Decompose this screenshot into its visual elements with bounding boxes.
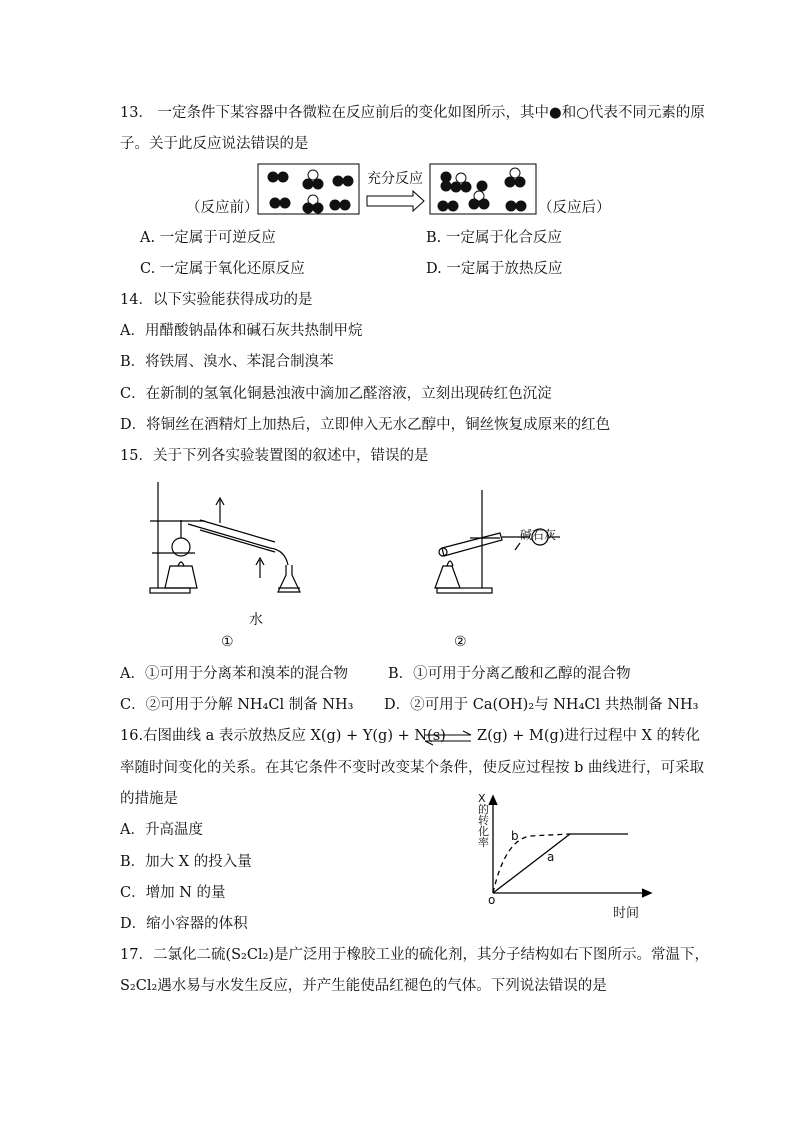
q16-option-c: C．增加 N 的量 bbox=[120, 885, 226, 901]
q13-option-b: B. 一定属于化合反应 bbox=[426, 230, 562, 246]
graph-y-label-char: 转 bbox=[478, 814, 489, 827]
q16-option-b: B．加大 X 的投入量 bbox=[120, 854, 252, 870]
q14-option-b: B．将铁屑、溴水、苯混合制溴苯 bbox=[120, 354, 334, 370]
graph-y-label-char: 率 bbox=[478, 836, 489, 849]
q16-option-d: D．缩小容器的体积 bbox=[120, 916, 248, 932]
graph-origin-label: o bbox=[488, 893, 496, 907]
q13-stem-line2: 子。关于此反应说法错误的是 bbox=[120, 136, 309, 152]
q13-option-a: A. 一定属于可逆反应 bbox=[140, 230, 276, 246]
graph-y-label-char: 的 bbox=[478, 803, 489, 816]
curve-a-label: a bbox=[547, 850, 555, 864]
q13-before-label: （反应前） bbox=[186, 200, 259, 216]
q13-after-label: （反应后） bbox=[538, 200, 611, 216]
q15-option-b: B．①可用于分离乙酸和乙醇的混合物 bbox=[388, 666, 631, 682]
soda-lime-label: 碱石灰 bbox=[520, 528, 557, 542]
q14-stem: 14．以下实验能获得成功的是 bbox=[120, 292, 313, 308]
q17-stem-line2: S₂Cl₂遇水易与水发生反应，并产生能使品红褪色的气体。下列说法错误的是 bbox=[120, 978, 607, 994]
q14-option-c: C．在新制的氢氧化铜悬浊液中滴加乙醛溶液，立刻出现砖红色沉淀 bbox=[120, 386, 552, 402]
graph-y-label-char: X bbox=[478, 792, 486, 805]
figure-2-label: ② bbox=[454, 634, 467, 650]
graph-x-axis-label: 时间 bbox=[613, 906, 640, 921]
graph-y-axis-label bbox=[478, 793, 490, 848]
water-label: 水 bbox=[249, 612, 263, 628]
curve-b-label: b bbox=[511, 829, 519, 843]
q16-stem-line3: 的措施是 bbox=[120, 791, 178, 807]
q14-option-a: A．用醋酸钠晶体和碱石灰共热制甲烷 bbox=[120, 323, 363, 339]
q14-option-d: D．将铜丝在酒精灯上加热后，立即伸入无水乙醇中，铜丝恢复成原来的红色 bbox=[120, 417, 611, 433]
q15-option-c: C．②可用于分解 NH₄Cl 制备 NH₃ bbox=[120, 697, 354, 713]
q16-stem-line2: 率随时间变化的关系。在其它条件不变时改变某个条件，使反应过程按 b 曲线进行，可采取 bbox=[120, 760, 704, 776]
q13-option-c: C. 一定属于氧化还原反应 bbox=[140, 261, 305, 277]
q15-option-d: D．②可用于 Ca(OH)₂与 NH₄Cl 共热制备 NH₃ bbox=[384, 697, 699, 713]
q13-option-d: D. 一定属于放热反应 bbox=[426, 261, 563, 277]
q17-stem-line1: 17．二氯化二硫(S₂Cl₂)是广泛用于橡胶工业的硫化剂，其分子结构如右下图所示。常温下， bbox=[120, 947, 710, 963]
q15-stem: 15．关于下列各实验装置图的叙述中，错误的是 bbox=[120, 448, 429, 464]
q16-stem-end: Z(g) + M(g)进行过程中 X 的转化 bbox=[477, 728, 701, 744]
q13-stem-line1: 13． 一定条件下某容器中各微粒在反应前后的变化如图所示，其中●和○代表不同元素的原 bbox=[120, 105, 705, 121]
q16-stem-start: 16.右图曲线 a 表示放热反应 X(g) + Y(g) + N(s) bbox=[120, 728, 446, 744]
figure-1-label: ① bbox=[221, 634, 234, 650]
q15-option-a: A．①可用于分离苯和溴苯的混合物 bbox=[120, 666, 348, 682]
q16-option-a: A．升高温度 bbox=[120, 822, 203, 838]
graph-y-label-char: 化 bbox=[478, 825, 489, 838]
q13-arrow-label: 充分反应 bbox=[367, 171, 423, 187]
